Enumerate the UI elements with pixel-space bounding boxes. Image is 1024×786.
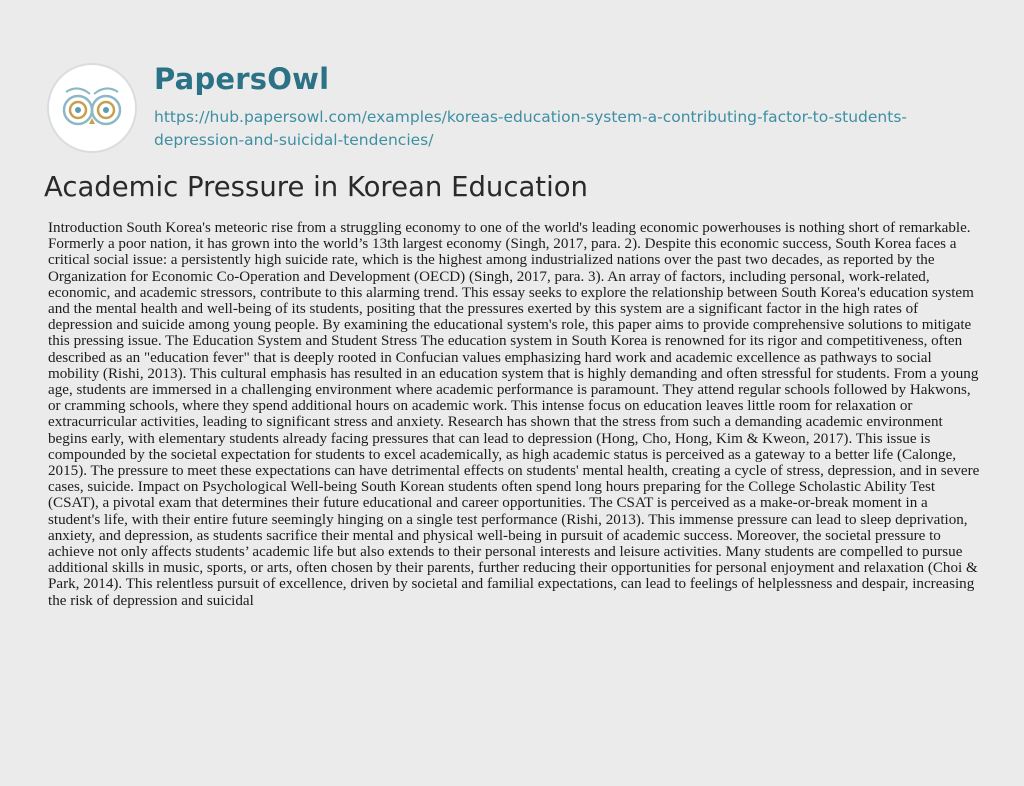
source-url-link[interactable]: https://hub.papersowl.com/examples/koreas-education-system-a-contributing-factor-to-students-depression-and-suicidal-tendencies/	[154, 108, 907, 149]
brand-name[interactable]: PapersOwl	[154, 62, 330, 96]
header	[44, 60, 1004, 160]
owl-eyes-logo-icon[interactable]	[44, 60, 140, 156]
document-title: Academic Pressure in Korean Education	[44, 171, 588, 203]
document-body: Introduction South Korea's meteoric rise from a struggling economy to one of the world's leading economic powerhouses is nothing short of remarkable. Formerly a poor nation, it has grown into the world’s 13th largest economy (Singh, 2017, para. 2). Despite this economic success, South Korea faces a critical social issue: a persistently high suicide rate, which is the highest among industrialized nations over the past two decades, as reported by the Organization for Economic Co-Operation and Development (OECD) (Singh, 2017, para. 3). An array of factors, including personal, work-related, economic, and academic stressors, contribute to this alarming trend. This essay seeks to explore the relationship between South Korea's education system and the mental health and well-being of its students, positing that the pressures exerted by this system are a significant factor in the high rates of depression and suicide among young people. By examining the educational system's role, this paper aims to provide comprehensive solutions to mitigate this pressing issue. The Education System and Student Stress The education system in South Korea is renowned for its rigor and competitiveness, often described as an "education fever" that is deeply rooted in Confucian values emphasizing hard work and academic excellence as pathways to social mobility (Rishi, 2013). This cultural emphasis has resulted in an education system that is highly demanding and often stressful for students. From a young age, students are immersed in a challenging environment where academic performance is paramount. They attend regular schools followed by Hakwons, or cramming schools, where they spend additional hours on academic work. This intense focus on education leaves little room for relaxation or extracurricular activities, leading to significant stress and anxiety. Research has shown that the stress from such a demanding academic environment begins early, with elementary students already facing pressures that can lead to depression (Hong, Cho, Hong, Kim & Kweon, 2017). This issue is compounded by the societal expectation for students to excel academically, as high academic status is perceived as a gateway to a better life (Calonge, 2015). The pressure to meet these expectations can have detrimental effects on students' mental health, creating a cycle of stress, depression, and in severe cases, suicide. Impact on Psychological Well-being South Korean students often spend long hours preparing for the College Scholastic Ability Test (CSAT), a pivotal exam that determines their future educational and career opportunities. The CSAT is perceived as a make-or-break moment in a student's life, with their entire future seemingly hinging on a single test performance (Rishi, 2013). This immense pressure can lead to sleep deprivation, anxiety, and depression, as students sacrifice their mental and physical well-being in pursuit of academic success. Moreover, the societal pressure to achieve not only affects students’ academic life but also extends to their personal interests and leisure activities. Many students are compelled to pursue additional skills in music, sports, or arts, often chosen by their parents, further reducing their opportunities for personal enjoyment and relaxation (Choi & Park, 2014). This relentless pursuit of excellence, driven by societal and familial expectations, can lead to feelings of helplessness and despair, increasing the risk of depression and suicidal	[48, 220, 980, 609]
